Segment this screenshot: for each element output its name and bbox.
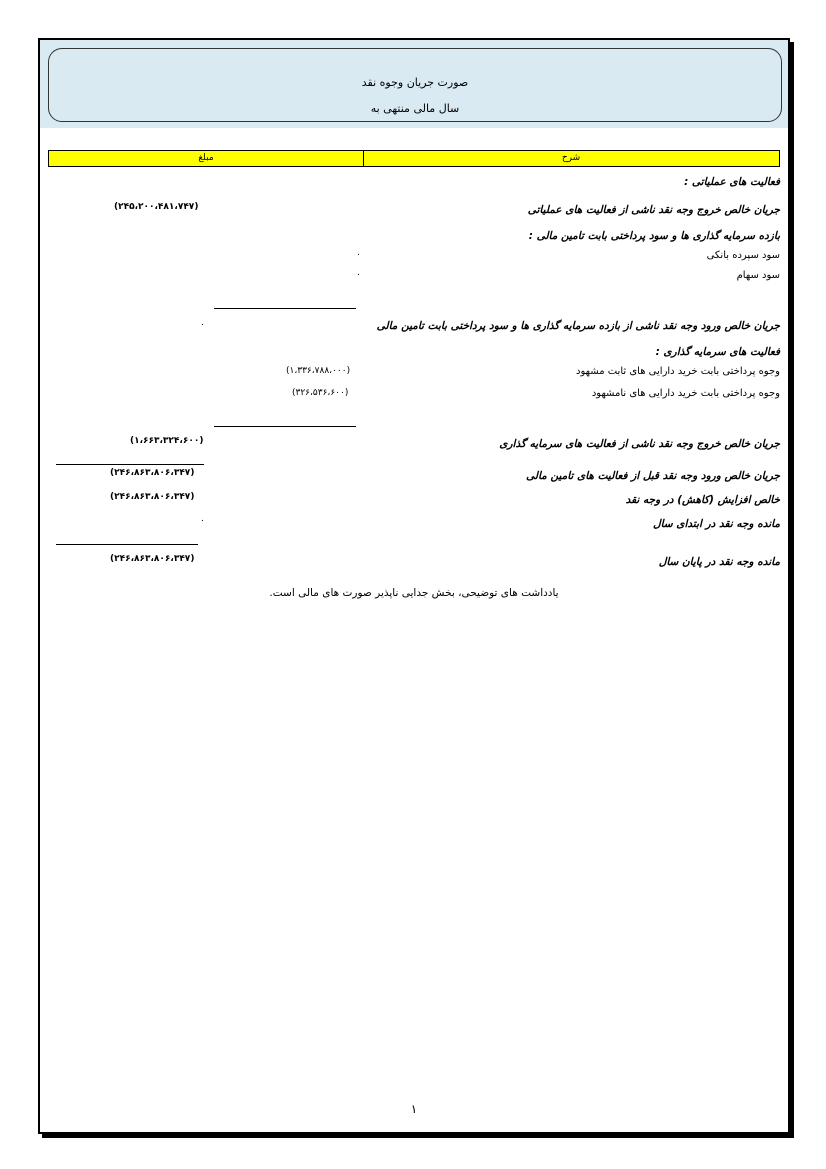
investing-net-amount: (۱،۶۶۳،۳۲۴،۶۰۰)	[130, 436, 204, 446]
column-header-amount: مبلغ	[48, 150, 364, 167]
dividends-label: سود سهام	[736, 270, 780, 281]
net-change-label: خالص افزایش (کاهش) در وجه نقد	[625, 494, 780, 506]
operating-heading: فعالیت های عملیاتی :	[684, 176, 780, 188]
before-financing-amount: (۲۴۶،۸۶۳،۸۰۶،۳۴۷)	[110, 468, 195, 478]
before-financing-label: جریان خالص ورود وجه نقد قبل از فعالیت های تامین مالی	[526, 470, 780, 482]
bank-interest-amount: ۰	[356, 250, 361, 260]
subtotal-rule	[214, 426, 356, 427]
footnote: یادداشت های توضیحی، بخش جدایی ناپذیر صورت های مالی است.	[269, 587, 559, 599]
page-number: ۱	[410, 1102, 418, 1116]
statement-page	[38, 38, 790, 1134]
column-header-description: شرح	[362, 150, 780, 167]
opening-cash-label: مانده وجه نقد در ابتدای سال	[653, 518, 780, 530]
statement-subtitle: سال مالی منتهی به	[370, 102, 460, 115]
intangible-assets-label: وجوه پرداختی بابت خرید دارایی های نامشهود	[591, 388, 780, 399]
bank-interest-label: سود سپرده بانکی	[706, 250, 780, 261]
fixed-assets-label: وجوه پرداختی بابت خرید دارایی های ثابت مشهود	[576, 366, 780, 377]
investing-net-label: جریان خالص خروج وجه نقد ناشی از فعالیت های سرمایه گذاری	[499, 438, 780, 450]
opening-cash-amount: ۰	[200, 516, 205, 526]
subtotal-rule	[214, 308, 356, 309]
net-change-amount: (۲۴۶،۸۶۳،۸۰۶،۳۴۷)	[110, 492, 195, 502]
returns-net-amount: ۰	[200, 320, 205, 330]
investing-heading: فعالیت های سرمایه گذاری :	[655, 346, 780, 358]
returns-net-label: جریان خالص ورود وجه نقد ناشی از بازده سرمایه گذاری ها و سود پرداختی بابت تامین مالی	[376, 320, 780, 332]
fixed-assets-amount: (۱،۳۳۶،۷۸۸،۰۰۰)	[286, 366, 351, 376]
returns-heading: بازده سرمایه گذاری ها و سود پرداختی بابت تامین مالی :	[528, 230, 780, 242]
statement-title: صورت جریان وجوه نقد	[361, 76, 469, 89]
total-rule	[56, 464, 204, 465]
operating-net-label: جریان خالص خروج وجه نقد ناشی از فعالیت های عملیاتی	[527, 204, 780, 216]
dividends-amount: ۰	[356, 270, 361, 280]
total-rule	[56, 544, 198, 545]
header-box	[48, 48, 782, 122]
operating-net-amount: (۲۴۵،۲۰۰،۴۸۱،۷۴۷)	[114, 202, 199, 212]
closing-cash-amount: (۲۴۶،۸۶۳،۸۰۶،۳۴۷)	[110, 554, 195, 564]
closing-cash-label: مانده وجه نقد در پایان سال	[658, 556, 780, 568]
intangible-assets-amount: (۳۲۶،۵۳۶،۶۰۰)	[292, 388, 349, 398]
